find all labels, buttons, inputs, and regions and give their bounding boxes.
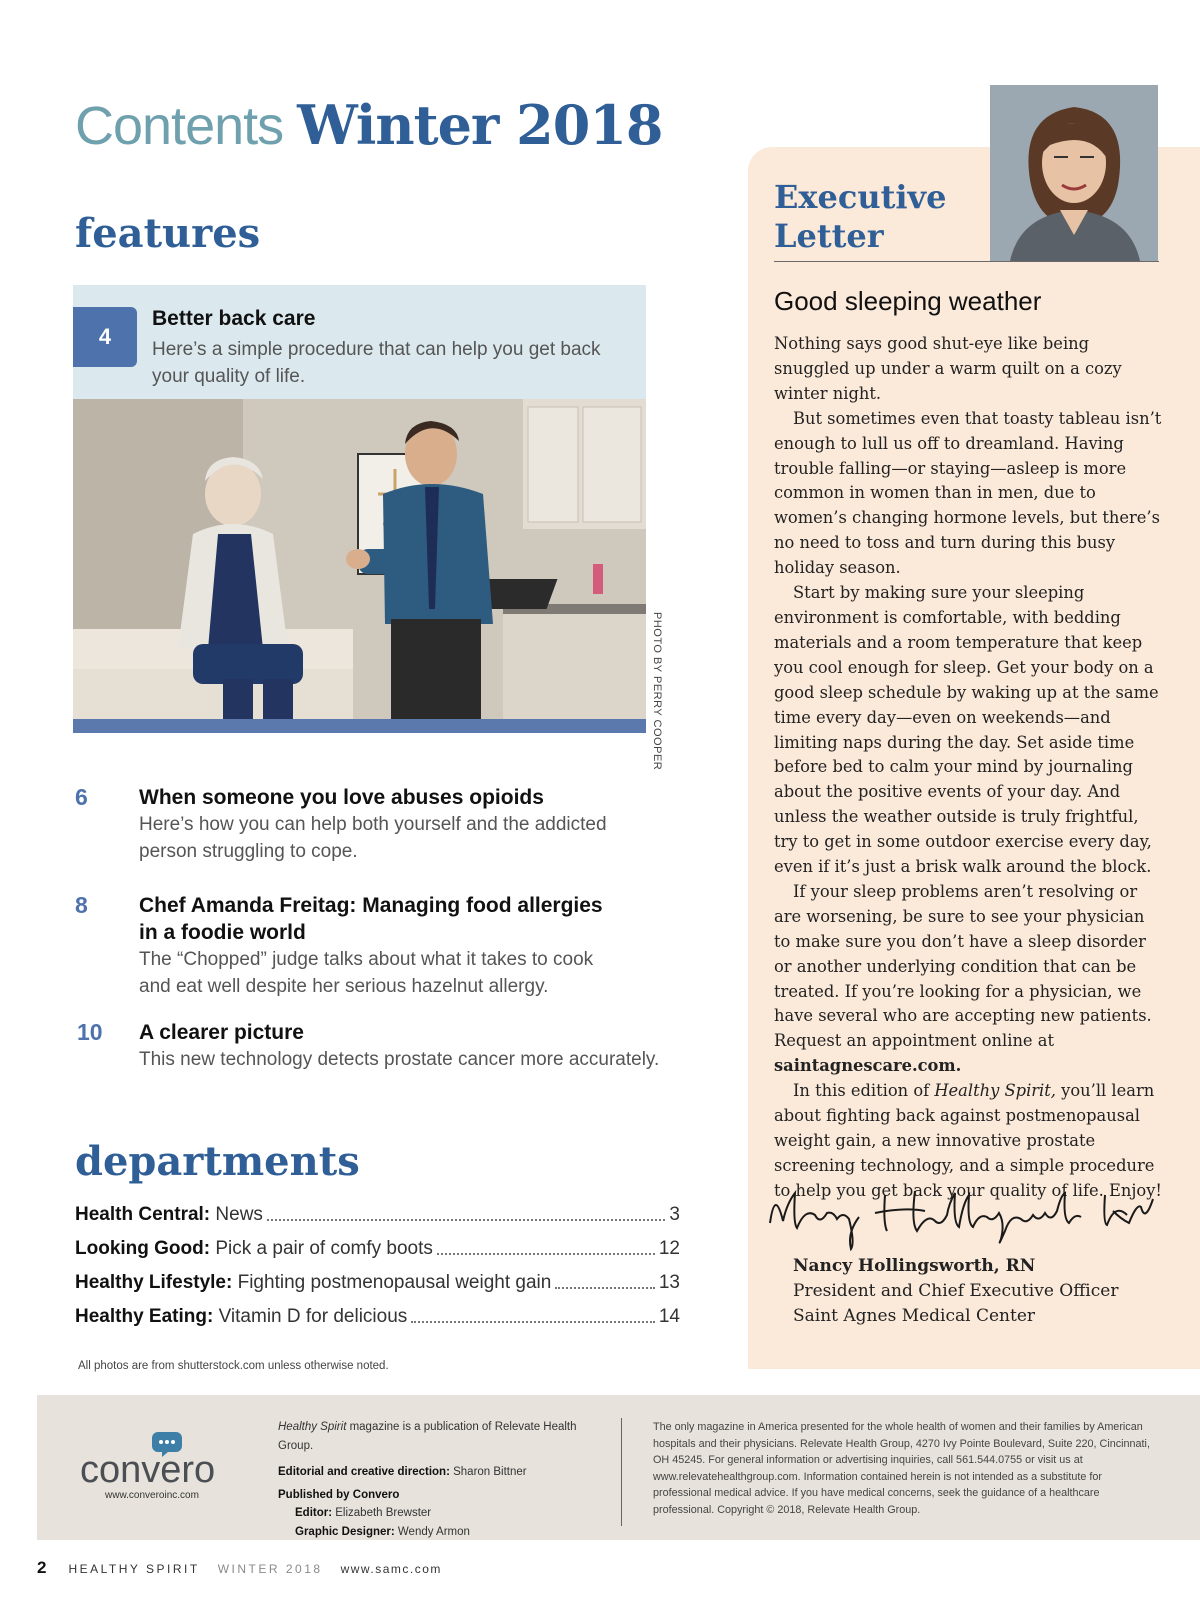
heading-rule (774, 261, 1159, 262)
portrait-illustration (990, 85, 1158, 261)
feature-number: 6 (75, 784, 88, 810)
signer-name: Nancy Hollingsworth, RN (793, 1256, 1036, 1276)
page-title (75, 93, 663, 157)
paragraph-text: you’ll learn about fighting back against postmenopausal weight gain, a new innovative prostate screening technology, and a simple procedure to help you get back your quality of life. Enjoy! (774, 1081, 1162, 1200)
footer-divider (621, 1418, 622, 1526)
feature-title[interactable]: A clearer picture (139, 1021, 304, 1044)
feature-number: 10 (77, 1019, 103, 1045)
signer-title: President and Chief Executive Officer (793, 1281, 1119, 1301)
department-topic: Pick a pair of comfy boots (215, 1238, 433, 1259)
credit-label: Graphic Designer: (295, 1525, 395, 1538)
heading-line-1: Executive (774, 178, 947, 216)
department-topic: News (215, 1204, 263, 1225)
disclaimer-text: The only magazine in America presented for the whole health of women and their families by American hospitals and their physicians. Relevate Health Group, 4270 Ivy Pointe Boulevard, Suite 220, Cincinnati, OH 45245. For general information or advertising inquiries, call 561.544.0755 or visit us at www.relevatehealthgroup.com. Information contained herein is not intended as a substitute for professional medical advice. If you have medical concerns, seek the guidance of a healthcare professional. Copyright © 2018, Relevate Health Group. (653, 1421, 1150, 1516)
lead-feature-description: Here’s a simple procedure that can help you get back your quality of life. (152, 339, 601, 387)
departments-heading: departments (75, 1138, 360, 1185)
letter-paragraph (774, 880, 1164, 1079)
page-footer (37, 1558, 442, 1578)
department-topic: Vitamin D for delicious (218, 1306, 408, 1327)
photos-note: All photos are from shutterstock.com unless otherwise noted. (78, 1360, 389, 1372)
department-row[interactable] (75, 1271, 680, 1295)
leader-dots (267, 1203, 665, 1221)
magazine-name: Healthy Spirit, (934, 1081, 1056, 1101)
credit-value: Wendy Armon (394, 1525, 470, 1538)
signer-organization: Saint Agnes Medical Center (793, 1306, 1036, 1326)
letter-body (774, 332, 1164, 1204)
feature-number: 8 (75, 892, 88, 918)
department-category: Looking Good: (75, 1238, 211, 1259)
credit-label: Editorial and creative direction: (278, 1466, 450, 1478)
credit-label: Editor: (295, 1507, 333, 1519)
page-number: 2 (37, 1558, 47, 1577)
website-link[interactable]: saintagnescare.com. (774, 1056, 962, 1076)
department-page: 12 (658, 1238, 680, 1259)
photo-credit: PHOTO BY PERRY COOPER (651, 612, 663, 771)
signature-icon (765, 1183, 1165, 1251)
executive-letter-heading (774, 178, 946, 256)
letter-paragraph: But sometimes even that toasty tableau isn’t enough to lull us off to dreamland. Having trouble falling—or staying—asleep is more common in women than in men, due to women’s changing hormone levels, but there’s no need to toss and turn during this busy holiday season. (774, 408, 1162, 578)
department-row[interactable] (75, 1203, 680, 1227)
editor-credit (278, 1504, 608, 1523)
department-topic: Fighting postmenopausal weight gain (237, 1272, 552, 1293)
footer-season: WINTER 2018 (217, 1562, 323, 1576)
department-page: 13 (658, 1272, 680, 1293)
features-heading: features (75, 210, 261, 257)
lead-feature-title[interactable]: Better back care (152, 307, 316, 330)
magazine-title: Healthy Spirit (278, 1421, 347, 1433)
letter-paragraph: Nothing says good shut-eye like being snuggled up under a warm quilt on a cozy winter night. (774, 334, 1122, 403)
lead-feature-number: 4 (73, 307, 137, 367)
designer-credit (278, 1523, 608, 1542)
published-by: Published by Convero (278, 1488, 400, 1501)
feature-description: The “Chopped” judge talks about what it takes to cook and eat well despite her serious hazelnut allergy. (139, 949, 594, 997)
publication-text: magazine is a publication of Relevate Health Group. (278, 1421, 577, 1452)
publication-credits (278, 1418, 608, 1541)
heading-line-2: Letter (774, 217, 884, 255)
convero-url[interactable]: www.converoinc.com (105, 1490, 199, 1501)
letter-headline: Good sleeping weather (774, 286, 1042, 316)
feature-title[interactable]: When someone you love abuses opioids (139, 786, 544, 809)
title-issue: Winter 2018 (297, 93, 663, 157)
convero-logo-icon (78, 1430, 233, 1490)
feature-title[interactable]: Chef Amanda Freitag: Managing food allergies in a foodie world (139, 894, 603, 944)
signer-block (793, 1254, 1118, 1329)
feature-description: This new technology detects prostate cancer more accurately. (139, 1049, 660, 1070)
logo-wordmark: convero (80, 1449, 216, 1490)
paragraph-text: If your sleep problems aren’t resolving or are worsening, be sure to see your physician to make sure you don’t have a sleep disorder or another underlying condition that can be treated. If you’re looking for a physician, we have several who are accepting new patients. Request an appointment online at (774, 881, 1152, 1051)
photo-caption-bar (73, 719, 646, 733)
department-category: Healthy Eating: (75, 1306, 214, 1327)
exam-room-illustration (73, 399, 646, 719)
leader-dots (411, 1305, 655, 1323)
editorial-credit (278, 1463, 608, 1482)
handwritten-signature (765, 1183, 1165, 1251)
leader-dots (555, 1271, 655, 1289)
publication-line (278, 1418, 608, 1455)
paragraph-text: In this edition of (793, 1081, 935, 1101)
letter-paragraph: Start by making sure your sleeping environment is comfortable, with bedding materials and a room temperature that keep you cool enough for sleep. Get your body on a good sleep schedule by waking up at the same time every day—even on weekends—and limiting naps during the day. Set aside time before bed to calm your mind by journaling about the positive events of your day. And unless the weather outside is truly frightful, try to get in some outdoor exercise every day, even if it’s just a brisk walk around the block. (774, 583, 1159, 877)
department-category: Healthy Lifestyle: (75, 1272, 233, 1293)
credit-value: Elizabeth Brewster (332, 1507, 432, 1519)
department-page: 3 (669, 1204, 680, 1225)
title-contents: Contents (75, 96, 284, 156)
footer-url[interactable]: www.samc.com (340, 1562, 442, 1576)
department-page: 14 (658, 1306, 680, 1327)
feature-description: Here’s how you can help both yourself and the addicted person struggling to cope. (139, 814, 607, 862)
lead-feature-photo (73, 399, 646, 719)
department-row[interactable] (75, 1237, 680, 1261)
department-category: Health Central: (75, 1204, 211, 1225)
credit-value: Sharon Bittner (449, 1466, 527, 1478)
department-row[interactable] (75, 1305, 680, 1329)
executive-portrait (990, 85, 1158, 261)
footer-publication: HEALTHY SPIRIT (68, 1562, 200, 1576)
leader-dots (437, 1237, 655, 1255)
